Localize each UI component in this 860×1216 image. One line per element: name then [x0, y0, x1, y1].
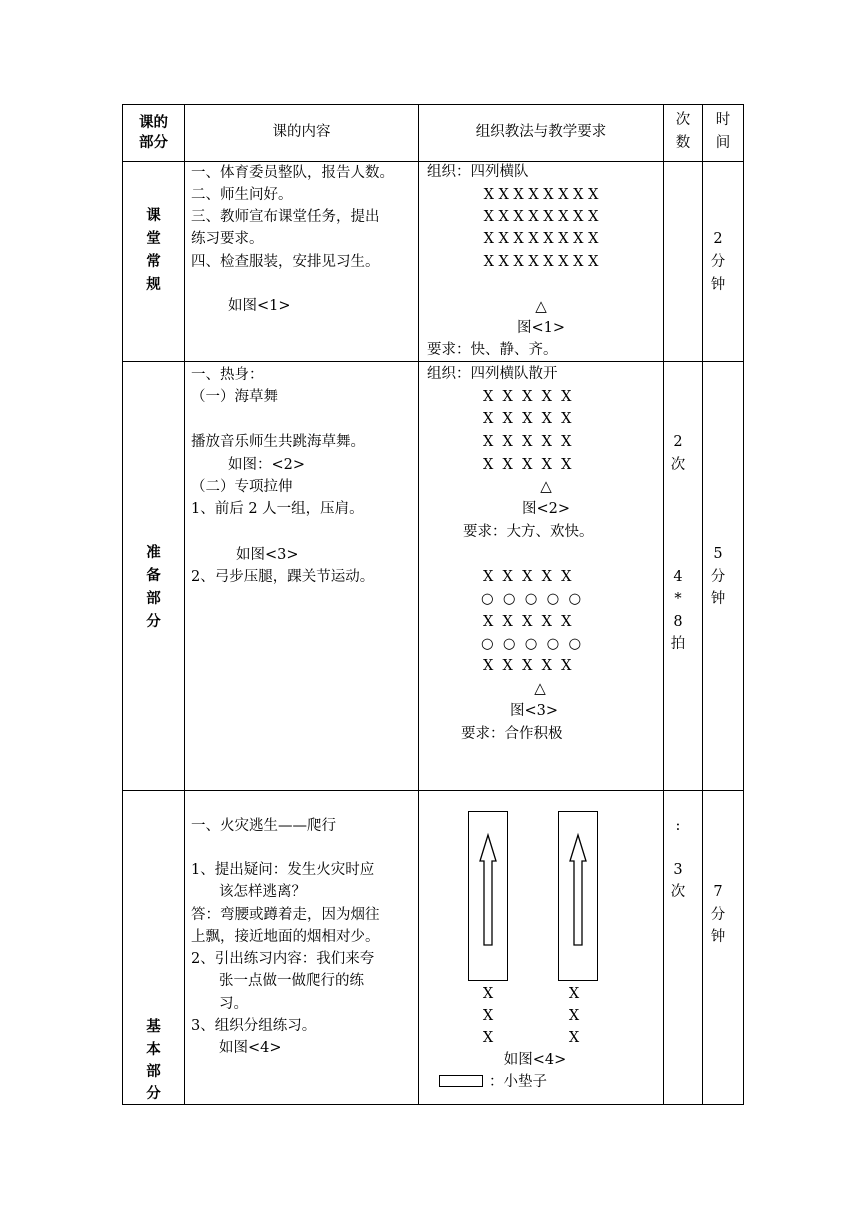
content-line: 张一点做一做爬行的练: [219, 973, 364, 989]
count-char: 次: [670, 884, 686, 900]
content-line: 1、前后 2 人一组，压肩。: [191, 501, 364, 517]
formation-row: X X X X X X X X: [483, 254, 599, 270]
teacher-triangle-icon: △: [540, 477, 552, 495]
mat-legend-icon: [439, 1075, 483, 1087]
figure-label: 如图<4>: [503, 1052, 567, 1068]
content-line: 练习要求。: [191, 231, 264, 247]
header-content: 课的内容: [272, 124, 331, 140]
teacher-triangle-icon: △: [534, 679, 546, 697]
section-name-char: 基: [146, 1018, 161, 1035]
count-char: 2: [673, 434, 683, 450]
teacher-triangle-icon: △: [535, 297, 547, 315]
time-char: 钟: [710, 929, 726, 945]
content-line: 该怎样逃离？: [219, 884, 306, 900]
content-line: 如图<4>: [219, 1040, 282, 1056]
student-x: X: [568, 1030, 580, 1046]
section-name-char: 分: [146, 613, 161, 630]
formation-row: X X X X X: [483, 658, 572, 674]
time-char: 钟: [710, 591, 726, 607]
arrow-up-icon: [468, 811, 508, 981]
formation-row: X X X X X: [483, 389, 572, 405]
section-name-char: 规: [146, 276, 161, 293]
section-name-char: 备: [146, 567, 161, 584]
content-line: （一）海草舞: [191, 389, 278, 405]
figure-label: 图<2>: [521, 501, 571, 517]
formation-row: X X X X X: [483, 434, 572, 450]
formation-row: ○ ○ ○ ○ ○: [481, 636, 582, 652]
count-char: :: [675, 818, 681, 834]
header-time-1: 时: [715, 112, 731, 128]
header-part-2: 部分: [139, 134, 168, 151]
student-x: X: [568, 1008, 580, 1024]
header-time-2: 间: [715, 135, 731, 151]
formation-row: X X X X X X X X: [483, 231, 599, 247]
method-org: 组织：四列横队散开: [427, 366, 558, 382]
method-requirement: 要求：大方、欢快。: [463, 524, 594, 540]
header-count-2: 数: [675, 135, 691, 151]
content-line: 2、引出练习内容：我们来夸: [191, 951, 375, 967]
method-org: 组织：四列横队: [427, 164, 529, 180]
time-char: 钟: [710, 277, 726, 293]
col-divider-1: [184, 104, 185, 1105]
section-name-char: 分: [146, 1085, 161, 1102]
content-line: 2、弓步压腿，踝关节运动。: [191, 569, 375, 585]
count-char: 次: [670, 457, 686, 473]
arrow-up-icon: [558, 811, 598, 981]
figure-label: 图<3>: [509, 703, 559, 719]
content-line: 一、火灾逃生——爬行: [191, 818, 336, 834]
content-line: 如图：<2>: [228, 457, 306, 473]
method-requirement: 要求：快、静、齐。: [427, 342, 558, 358]
count-char: 8: [673, 614, 683, 630]
content-line: 一、体育委员整队，报告人数。: [191, 165, 394, 181]
count-char: *: [674, 591, 682, 607]
count-char: 4: [673, 569, 683, 585]
header-count-1: 次: [675, 112, 691, 128]
formation-row: X X X X X: [483, 569, 572, 585]
time-char: 分: [710, 569, 726, 585]
student-x: X: [568, 986, 580, 1002]
student-x: X: [482, 1030, 494, 1046]
method-requirement: 要求：合作积极: [461, 726, 563, 742]
content-line: （二）专项拉伸: [191, 479, 293, 495]
figure-label: 图<1>: [516, 320, 566, 336]
formation-row: X X X X X X X X: [483, 209, 599, 225]
table-border-top: [122, 104, 744, 105]
content-line: 答：弯腰或蹲着走，因为烟往: [191, 907, 380, 923]
section-name-char: 准: [146, 544, 161, 561]
row-divider-2: [122, 790, 744, 791]
section-name-char: 本: [146, 1041, 161, 1058]
time-char: 分: [710, 254, 726, 270]
content-line: 上飘，接近地面的烟相对少。: [191, 929, 380, 945]
table-border-bottom: [122, 1104, 744, 1105]
time-char: 7: [713, 884, 723, 900]
time-char: 分: [710, 907, 726, 923]
header-part-1: 课的: [139, 114, 168, 131]
row-divider-1: [122, 361, 744, 362]
section-name-char: 常: [146, 253, 161, 270]
content-line: 一、热身：: [191, 367, 264, 383]
count-char: 拍: [670, 636, 686, 652]
legend-label: ：小垫子: [489, 1074, 547, 1090]
formation-row: X X X X X: [483, 411, 572, 427]
content-line: 习。: [219, 996, 248, 1012]
content-line: 3、组织分组练习。: [191, 1018, 317, 1034]
header-method: 组织教法与教学要求: [475, 124, 607, 140]
count-char: 3: [673, 862, 683, 878]
student-x: X: [482, 986, 494, 1002]
time-char: 5: [713, 546, 723, 562]
formation-row: ○ ○ ○ ○ ○: [481, 591, 582, 607]
section-name-char: 课: [146, 207, 161, 224]
time-char: 2: [713, 231, 723, 247]
content-line: 如图<1>: [228, 298, 291, 314]
content-line: 二、师生问好。: [191, 187, 293, 203]
section-name-char: 堂: [146, 230, 161, 247]
content-line: 播放音乐师生共跳海草舞。: [191, 434, 365, 450]
section-name-char: 部: [146, 590, 161, 607]
formation-row: X X X X X X X X: [483, 187, 599, 203]
section-name-char: 部: [146, 1063, 161, 1080]
content-line: 如图<3>: [236, 547, 299, 563]
content-line: 四、检查服装，安排见习生。: [191, 254, 380, 270]
formation-row: X X X X X: [483, 457, 572, 473]
table-border-right: [743, 104, 744, 1105]
content-line: 1、提出疑问：发生火灾时应: [191, 862, 375, 878]
formation-row: X X X X X: [483, 614, 572, 630]
content-line: 三、教师宣布课堂任务，提出: [191, 209, 380, 225]
student-x: X: [482, 1008, 494, 1024]
